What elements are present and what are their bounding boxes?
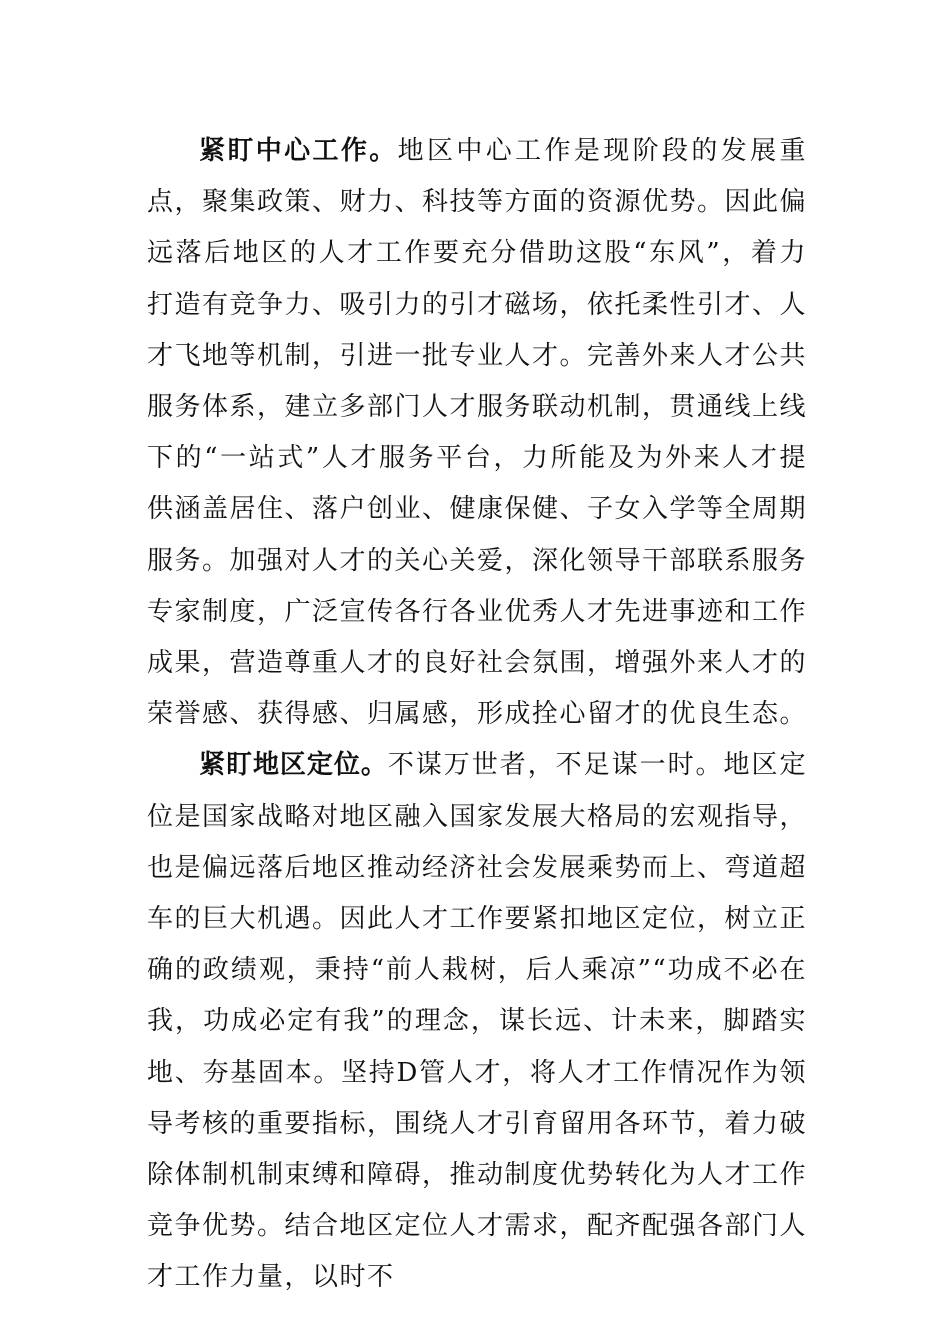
paragraph-regional-positioning bbox=[147, 740, 807, 1303]
paragraph-body: 地区中心工作是现阶段的发展重点，聚集政策、财力、科技等方面的资源优势。因此偏远落后地区的人才工作要充分借助这股“东风”，着力打造有竞争力、吸引力的引才磁场，依托柔性引才、人才飞地等机制，引进一批专业人才。完善外来人才公共服务体系，建立多部门人才服务联动机制，贯通线上线下的“一站式”人才服务平台，力所能及为外来人才提供涵盖居住、落户创业、健康保健、子女入学等全周期服务。加强对人才的关心关爱，深化领导干部联系服务专家制度，广泛宣传各行各业优秀人才先进事迹和工作成果，营造尊重人才的良好社会氛围，增强外来人才的荣誉感、获得感、归属感，形成拴心留才的优良生态。 bbox=[147, 136, 808, 730]
document-page bbox=[147, 126, 807, 1304]
paragraph-lead-heading: 紧盯地区定位。 bbox=[199, 750, 388, 781]
paragraph-body: 不谋万世者，不足谋一时。地区定位是国家战略对地区融入国家发展大格局的宏观指导，也是偏远落后地区推动经济社会发展乘势而上、弯道超车的巨大机遇。因此人才工作要紧扣地区定位，树立正确的政绩观，秉持“前人栽树，后人乘凉”“功成不必在我，功成必定有我”的理念，谋长远、计未来，脚踏实地、夯基固本。坚持D管人才，将人才工作情况作为领导考核的重要指标，围绕人才引育留用各环节，着力破除体制机制束缚和障碍，推动制度优势转化为人才工作竞争优势。结合地区定位人才需求，配齐配强各部门人才工作力量，以时不 bbox=[147, 750, 808, 1293]
paragraph-lead-heading: 紧盯中心工作。 bbox=[199, 136, 398, 166]
paragraph-central-work bbox=[147, 126, 807, 740]
